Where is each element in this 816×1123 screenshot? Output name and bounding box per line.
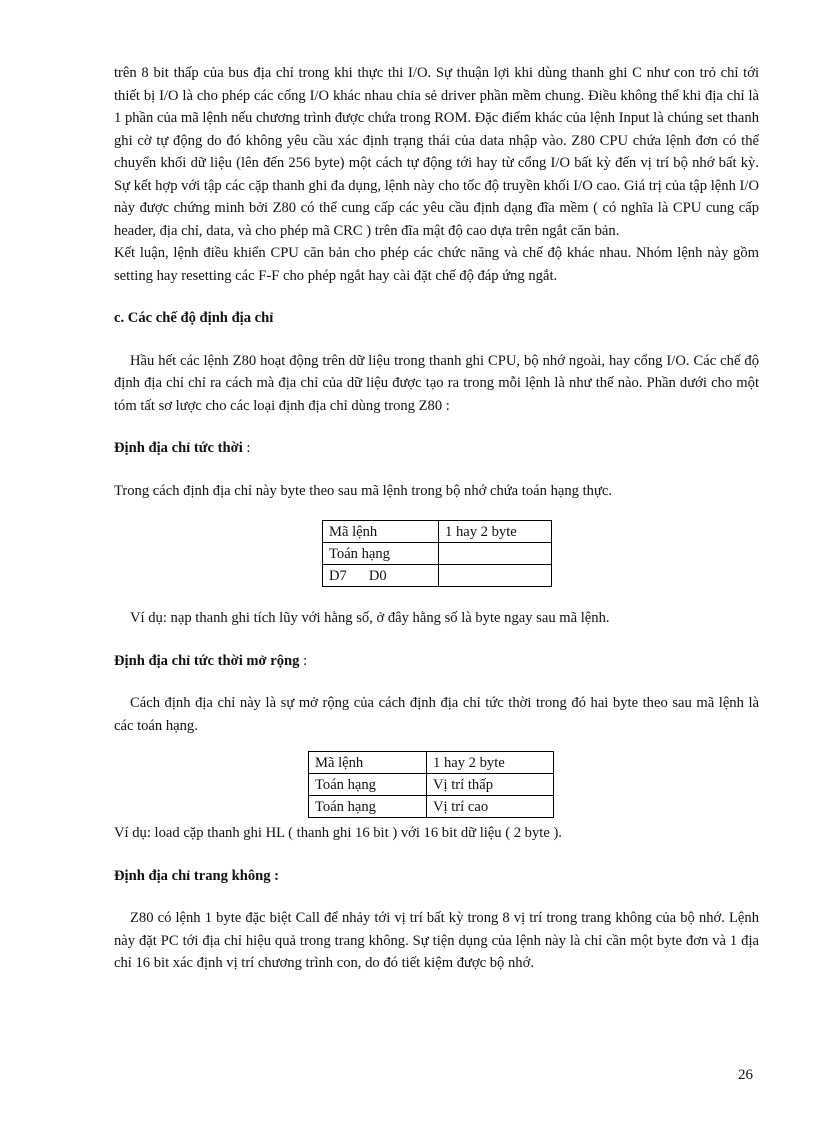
table-row <box>309 796 554 818</box>
section-heading-addressing-modes: c. Các chế độ định địa chỉ <box>114 310 274 326</box>
paragraph-conclusion: Kết luận, lệnh điều khiển CPU căn bản cho phép các chức năng và chế độ khác nhau. Nhóm lệnh này gồm setting hay resetting các F-F cho phép ngắt hay cài đặt chế độ đáp ứng ngắt. <box>114 245 759 284</box>
example-immediate: Ví dụ: nạp thanh ghi tích lũy với hằng số, ở đây hằng số là byte ngay sau mã lệnh. <box>130 610 610 626</box>
table-row <box>309 752 554 774</box>
table-row <box>323 543 552 565</box>
subheading-page-zero: Định địa chỉ trang không : <box>114 867 280 884</box>
paragraph-io-pointer: trên 8 bit thấp của bus địa chỉ trong khi thực thi I/O. Sự thuận lợi khi dùng thanh ghi C như con trỏ chỉ tới thiết bị I/O là cho phép các cổng I/O khác nhau chia sẻ driver phần mềm chung. Điều không thể khi địa chỉ là 1 phần của mã lệnh nếu chương trình được chứa trong ROM. Đặc điểm khác của lệnh Input là chúng set thanh ghi cờ tự động do đó không yêu cầu xác định trạng thái của data nhập vào. Z80 CPU chứa lệnh đơn có thể chuyển khối dữ liệu (lên đến 256 byte) một cách tự động tới hay từ cổng I/O bất kỳ đến vị trí bộ nhớ bất kỳ. Sự kết hợp với tập các cặp thanh ghi đa dụng, lệnh này cho tốc độ truyền khối I/O cao. Giá trị của tập lệnh I/O này được chứng minh bởi Z80 có thể cung cấp các yêu cầu định dạng đĩa mềm ( có nghĩa là CPU cung cấp header, địa chỉ, data, và cho phép mã CRC ) trên đĩa mật độ cao dựa trên ngắt căn bản. <box>114 65 759 239</box>
example-extended-immediate: Ví dụ: load cặp thanh ghi HL ( thanh ghi 16 bit ) với 16 bit dữ liệu ( 2 byte ). <box>114 825 562 841</box>
subheading-extended-immediate-text: Định địa chỉ tức thời mở rộng <box>114 652 300 669</box>
table-cell <box>439 565 552 587</box>
table-cell: Vị trí thấp <box>427 774 554 796</box>
paragraph-page-zero: Z80 có lệnh 1 byte đặc biệt Call để nhảy tới vị trí bất kỳ trong 8 vị trí trong trang không của bộ nhớ. Lệnh này đặt PC tới địa chỉ hiệu quả trong trang không. Sự tiện dụng của lệnh này là chỉ cần một byte đơn và 1 địa chỉ 16 bit xác định vị trí chương trình con, do đó tiết kiệm được bộ nhớ. <box>114 910 759 971</box>
paragraph-addressing-intro: Hầu hết các lệnh Z80 hoạt động trên dữ liệu trong thanh ghi CPU, bộ nhớ ngoài, hay cổng I/O. Các chế độ định địa chỉ chỉ ra cách mà địa chỉ của dữ liệu được tạo ra trong mỗi lệnh là như thế nào. Phần dưới cho một tóm tất sơ lược cho các loại định địa chỉ dùng trong Z80 : <box>114 352 759 414</box>
table-cell: Toán hạng <box>309 796 427 818</box>
table-cell: Vị trí cao <box>427 796 554 818</box>
table-cell: 1 hay 2 byte <box>439 521 552 543</box>
table-cell: 1 hay 2 byte <box>427 752 554 774</box>
table-immediate-format <box>322 520 552 587</box>
subheading-extended-immediate <box>114 650 759 673</box>
paragraph-extended-immediate: Cách định địa chỉ này là sự mở rộng của cách định địa chỉ tức thời trong đó hai byte theo sau mã lệnh là các toán hạng. <box>114 695 759 734</box>
table-cell: Mã lệnh <box>323 521 439 543</box>
table-cell <box>439 543 552 565</box>
bit-label-d7: D7 <box>329 567 347 584</box>
table-row <box>323 521 552 543</box>
page-number: 26 <box>738 1067 753 1083</box>
document-page <box>114 62 759 975</box>
paragraph-immediate: Trong cách định địa chỉ này byte theo sau mã lệnh trong bộ nhớ chứa toán hạng thực. <box>114 482 612 499</box>
subheading-extended-immediate-colon: : <box>299 652 308 669</box>
subheading-immediate-colon: : <box>242 440 251 456</box>
table-cell: Toán hạng <box>309 774 427 796</box>
table-row <box>323 565 552 587</box>
subheading-immediate-text: Định địa chỉ tức thời <box>114 440 243 456</box>
table-row <box>309 774 554 796</box>
table-cell: Toán hạng <box>323 543 439 565</box>
table-cell: Mã lệnh <box>309 752 427 774</box>
table-cell <box>323 565 439 587</box>
bit-label-d0: D0 <box>368 567 387 584</box>
table-extended-immediate-format <box>308 751 554 818</box>
subheading-immediate <box>114 437 759 460</box>
